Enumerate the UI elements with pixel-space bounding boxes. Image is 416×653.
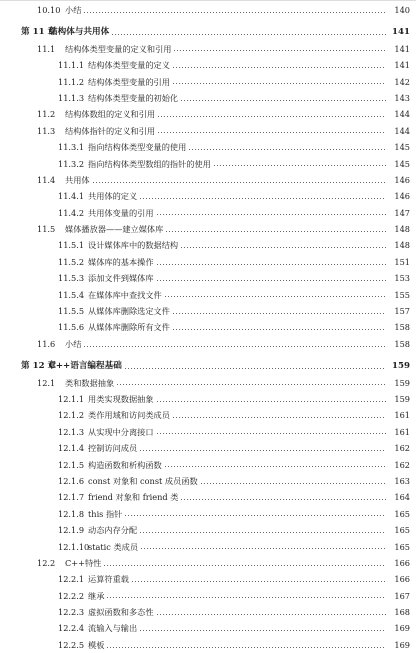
- dot-leader: [157, 132, 386, 133]
- toc-subsection-row[interactable]: [0, 254, 416, 270]
- toc-entry-number: 12.2.2: [58, 590, 85, 601]
- toc-entry-page-number: 166: [394, 557, 410, 568]
- toc-entry-title: 控制访问成员: [88, 443, 138, 454]
- dot-leader: [156, 264, 386, 265]
- toc-entry-number: 12.1.2: [58, 410, 85, 421]
- dot-leader: [180, 499, 386, 500]
- toc-entry-page-number: 158: [394, 338, 410, 349]
- toc-entry-page-number: 140: [394, 5, 410, 15]
- toc-subsection-row[interactable]: [0, 637, 416, 653]
- toc-entry-number: 12.1.8: [58, 508, 85, 519]
- dot-leader: [200, 483, 386, 484]
- toc-entry-number: 11.5.3: [58, 273, 85, 284]
- toc-entry-page-number: 141: [394, 60, 410, 71]
- toc-entry-number: 11.5.6: [58, 322, 85, 333]
- toc-entry-page-number: 163: [394, 475, 410, 486]
- toc-entry-page-number: 162: [394, 443, 410, 454]
- toc-entry-number: 11.6: [37, 338, 56, 349]
- toc-section-row[interactable]: [0, 375, 416, 391]
- toc-entry-page-number: 155: [394, 289, 410, 300]
- toc-entry-number: 11.5.1: [58, 240, 85, 251]
- toc-entry-page-number: 168: [394, 607, 410, 618]
- toc-section-row[interactable]: [0, 172, 416, 188]
- toc-entry-title: static 类成员: [88, 541, 139, 552]
- toc-entry-number: 12.1.7: [58, 492, 85, 503]
- toc-entry-number: 11.1.2: [58, 76, 85, 87]
- dot-leader: [139, 630, 386, 631]
- toc-entry-number: 11.1.3: [58, 92, 85, 103]
- dot-leader: [172, 83, 386, 84]
- toc-entry-page-number: 165: [394, 525, 410, 536]
- dot-leader: [139, 532, 386, 533]
- toc-entry-title: 共用体变量的引用: [88, 207, 154, 218]
- toc-section-row[interactable]: [0, 106, 416, 122]
- toc-entry-title: 从媒体库删除选定文件: [88, 306, 170, 317]
- toc-entry-page-number: 141: [394, 43, 410, 54]
- top-rule: [0, 0, 416, 1]
- toc-entry-title: 设计媒体库中的数据结构: [88, 240, 179, 251]
- toc-entry-number: 12.1.3: [58, 426, 85, 437]
- toc-subsection-row[interactable]: [0, 90, 416, 106]
- toc-entry-title: 媒体播放器——建立媒体库: [65, 224, 164, 235]
- dot-leader: [180, 247, 386, 248]
- toc-subsection-row[interactable]: [0, 522, 416, 538]
- toc-subsection-row[interactable]: [0, 407, 416, 423]
- toc-entry-number: 11.4.2: [58, 207, 85, 218]
- toc-entry-title: 动态内存分配: [88, 525, 138, 536]
- toc-entry-title: 指向结构体类型变量的使用: [88, 142, 187, 153]
- dot-leader: [172, 67, 386, 68]
- toc-entry-page-number: 148: [394, 240, 410, 251]
- dot-leader: [116, 384, 386, 385]
- toc-subsection-row[interactable]: [0, 270, 416, 286]
- dot-leader: [172, 329, 386, 330]
- toc-subsection-row[interactable]: [0, 391, 416, 407]
- toc-entry-title: 类和数据抽象: [65, 377, 115, 388]
- toc-entry-title: 用类实现数据抽象: [88, 393, 154, 404]
- toc-subsection-row[interactable]: [0, 237, 416, 253]
- toc-entry-page-number: 164: [394, 492, 410, 503]
- dot-leader: [156, 401, 386, 402]
- toc-entry-page-number: 165: [394, 541, 410, 552]
- dot-leader: [180, 100, 386, 101]
- toc-subsection-row[interactable]: [0, 57, 416, 73]
- toc-section-row[interactable]: [0, 41, 416, 57]
- toc-chapter-row[interactable]: [0, 24, 416, 40]
- toc-entry-page-number: 167: [394, 590, 410, 601]
- toc-entry-number: 11.3.2: [58, 158, 85, 169]
- toc-entry-page-number: 158: [394, 322, 410, 333]
- toc-subsection-row[interactable]: [0, 457, 416, 473]
- dot-leader: [139, 198, 386, 199]
- toc-entry-number: 11.5.2: [58, 256, 85, 267]
- dot-leader: [172, 417, 386, 418]
- toc-entry-page-number: 151: [394, 256, 410, 267]
- toc-subsection-row[interactable]: [0, 571, 416, 587]
- toc-section-row[interactable]: [0, 221, 416, 237]
- dot-leader: [103, 565, 386, 566]
- toc-entry-number: 11.5.4: [58, 289, 85, 300]
- toc-entry-page-number: 159: [392, 361, 410, 372]
- dot-leader: [139, 450, 386, 451]
- toc-entry-number: 11.1.1: [58, 60, 85, 71]
- toc-entry-page-number: 144: [394, 109, 410, 120]
- toc-entry-number: 11.1: [37, 43, 56, 54]
- dot-leader: [164, 466, 386, 467]
- toc-entry-page-number: 159: [394, 377, 410, 388]
- toc-entry-title: friend 对象和 friend 类: [88, 492, 179, 503]
- dot-leader: [83, 346, 386, 347]
- toc-entry-title: 构造函数和析构函数: [88, 459, 162, 470]
- toc-subsection-row[interactable]: [0, 604, 416, 620]
- dot-leader: [124, 515, 386, 516]
- toc-entry-number: 12.1.6: [58, 475, 85, 486]
- toc-entry-page-number: 142: [394, 76, 410, 87]
- toc-entry-title: 从实现中分离接口: [88, 426, 154, 437]
- toc-subsection-row[interactable]: [0, 74, 416, 90]
- toc-subsection-row[interactable]: [0, 539, 416, 555]
- toc-entry-page-number: 153: [394, 273, 410, 284]
- dot-leader: [188, 149, 386, 150]
- toc-subsection-row[interactable]: [0, 424, 416, 440]
- toc-subsection-row[interactable]: [0, 156, 416, 172]
- toc-entry-number: 11.3.1: [58, 142, 85, 153]
- dot-leader: [106, 597, 386, 598]
- toc-entry-title: 小结: [65, 338, 82, 349]
- toc-entry-title: 模板: [88, 639, 105, 650]
- toc-section-row[interactable]: [0, 123, 416, 139]
- toc-entry-page-number: 162: [394, 459, 410, 470]
- toc-entry-title: 添加文件到媒体库: [88, 273, 154, 284]
- toc-entry-number: 第 12 章: [21, 361, 57, 372]
- toc-entry-title: 共用体: [65, 174, 90, 185]
- dot-leader: [156, 433, 386, 434]
- toc-chapter-row[interactable]: [0, 358, 416, 374]
- toc-entry-title: 结构体数组的定义和引用: [65, 109, 156, 120]
- toc-entry-title: this 指针: [88, 508, 123, 519]
- toc-section-row[interactable]: [0, 336, 416, 352]
- toc-entry-title: 结构体类型变量的定义: [88, 60, 170, 71]
- toc-entry-page-number: 159: [394, 393, 410, 404]
- toc-entry-page-number: 144: [394, 125, 410, 136]
- toc-section-row[interactable]: [0, 555, 416, 571]
- toc-entry-number: 12.2.1: [58, 574, 85, 585]
- dot-leader: [124, 368, 386, 369]
- toc-entry-page-number: 141: [392, 27, 410, 38]
- toc-entry-page-number: 145: [394, 142, 410, 153]
- toc-entry-number: 11.2: [37, 109, 56, 120]
- toc-entry-title: 虚拟函数和多态性: [88, 607, 154, 618]
- toc-entry-title: 运算符重载: [88, 574, 129, 585]
- dot-leader: [131, 581, 386, 582]
- toc-entry-page-number: 145: [394, 158, 410, 169]
- toc-subsection-row[interactable]: [0, 139, 416, 155]
- toc-entry-page-number: 161: [394, 426, 410, 437]
- toc-entry-number: 12.2.5: [58, 639, 85, 650]
- toc-entry-page-number: 148: [394, 224, 410, 235]
- toc-entry-number: 12.2.4: [58, 623, 85, 634]
- dot-leader: [111, 34, 386, 35]
- toc-subsection-row[interactable]: [0, 588, 416, 604]
- toc-subsection-row[interactable]: [0, 473, 416, 489]
- toc-entry-page-number: 169: [394, 623, 410, 634]
- toc-entry-title: 结构体类型变量的定义和引用: [65, 43, 172, 54]
- dot-leader: [213, 165, 386, 166]
- toc-entry-page-number: 161: [394, 410, 410, 421]
- toc-entry-title: const 对象和 const 成员函数: [88, 475, 198, 486]
- toc-entry-title: 指向结构体类型数组的指针的使用: [88, 158, 211, 169]
- toc-entry-number: 11.3: [37, 125, 56, 136]
- toc-section-row[interactable]: [0, 2, 416, 18]
- toc-subsection-row[interactable]: [0, 440, 416, 456]
- toc-entry-title: 在媒体库中查找文件: [88, 289, 162, 300]
- toc-entry-number: 12.1.9: [58, 525, 85, 536]
- toc-entry-number: 12.2: [37, 557, 56, 568]
- toc-entry-title: 继承: [88, 590, 105, 601]
- toc-entry-page-number: 166: [394, 574, 410, 585]
- dot-leader: [164, 296, 386, 297]
- toc-entry-page-number: 146: [394, 191, 410, 202]
- toc-entry-title: C++特性: [65, 557, 102, 568]
- toc-entry-number: 11.4.1: [58, 191, 85, 202]
- toc-entry-title: 结构体与共用体: [49, 27, 110, 38]
- toc-entry-number: 12.1.5: [58, 459, 85, 470]
- toc-entry-number: 12.1.4: [58, 443, 85, 454]
- toc-subsection-row[interactable]: [0, 188, 416, 204]
- toc-entry-page-number: 147: [394, 207, 410, 218]
- toc-entry-title: 流输入与输出: [88, 623, 138, 634]
- dot-leader: [157, 116, 386, 117]
- toc-entry-page-number: 157: [394, 306, 410, 317]
- toc-entry-title: 类作用域和访问类成员: [88, 410, 170, 421]
- toc-entry-title: 从媒体库删除所有文件: [88, 322, 170, 333]
- toc-entry-number: 12.2.3: [58, 607, 85, 618]
- toc-entry-number: 10.10: [37, 5, 61, 15]
- toc-entry-title: 小结: [65, 5, 82, 15]
- dot-leader: [156, 280, 386, 281]
- dot-leader: [83, 12, 386, 13]
- toc-entry-number: 12.1.10: [58, 541, 90, 552]
- toc-subsection-row[interactable]: [0, 489, 416, 505]
- toc-subsection-row[interactable]: [0, 287, 416, 303]
- toc-entry-title: 结构体类型变量的初始化: [88, 92, 179, 103]
- dot-leader: [156, 614, 386, 615]
- toc-entry-page-number: 165: [394, 508, 410, 519]
- dot-leader: [92, 182, 386, 183]
- dot-leader: [140, 548, 386, 549]
- toc-subsection-row[interactable]: [0, 506, 416, 522]
- toc-entry-title: 结构体指针的定义和引用: [65, 125, 156, 136]
- toc-entry-number: 11.5: [37, 224, 56, 235]
- dot-leader: [172, 313, 386, 314]
- toc-subsection-row[interactable]: [0, 319, 416, 335]
- toc-entry-title: 媒体库的基本操作: [88, 256, 154, 267]
- dot-leader: [156, 214, 386, 215]
- toc-entry-number: 12.1.1: [58, 393, 85, 404]
- toc-entry-number: 12.1: [37, 377, 56, 388]
- toc-entry-number: 11.4: [37, 174, 56, 185]
- toc-entry-title: 结构体类型变量的引用: [88, 76, 170, 87]
- toc-entry-page-number: 146: [394, 174, 410, 185]
- toc-entry-page-number: 169: [394, 639, 410, 650]
- table-of-contents: [0, 2, 416, 653]
- toc-entry-title: C++语言编程基础: [49, 361, 122, 372]
- dot-leader: [173, 50, 386, 51]
- toc-entry-title: 共用体的定义: [88, 191, 138, 202]
- toc-subsection-row[interactable]: [0, 205, 416, 221]
- toc-entry-number: 第 11 章: [21, 27, 57, 38]
- dot-leader: [106, 647, 386, 648]
- toc-subsection-row[interactable]: [0, 303, 416, 319]
- toc-entry-number: 11.5.5: [58, 306, 85, 317]
- toc-subsection-row[interactable]: [0, 620, 416, 636]
- toc-entry-page-number: 143: [394, 92, 410, 103]
- dot-leader: [165, 231, 386, 232]
